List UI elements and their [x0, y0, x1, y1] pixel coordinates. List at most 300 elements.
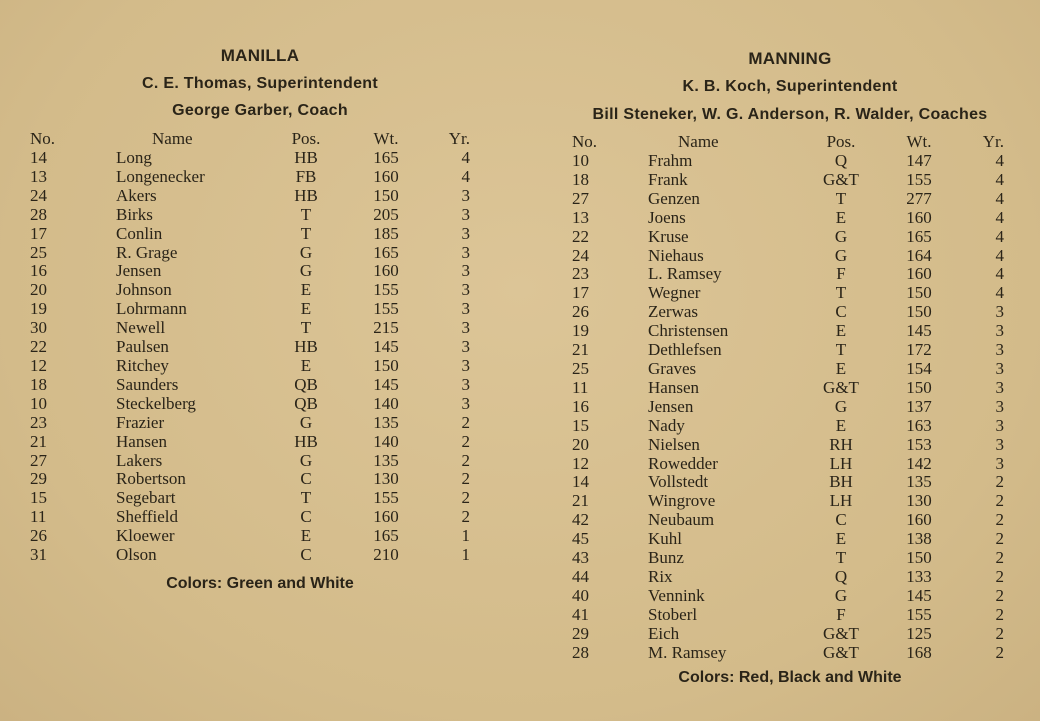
cell-no: 29	[572, 623, 589, 643]
cell-no: 21	[572, 340, 589, 360]
cell-no: 19	[30, 299, 47, 319]
cell-no: 43	[572, 548, 589, 568]
table-row	[572, 511, 1004, 530]
cell-yr: 3	[995, 377, 1004, 397]
table-row	[572, 322, 1004, 341]
cell-no: 28	[572, 642, 589, 662]
cell-name: Vennink	[648, 585, 705, 605]
cell-wt: 153	[906, 434, 932, 454]
cell-name: Wegner	[648, 283, 701, 303]
cell-no: 27	[572, 188, 589, 208]
cell-name: Segebart	[116, 488, 176, 508]
cell-pos: C	[835, 510, 847, 530]
cell-yr: 4	[995, 151, 1004, 170]
table-row	[30, 452, 470, 471]
cell-pos: E	[300, 280, 312, 300]
cell-yr: 3	[461, 337, 470, 357]
cell-wt: 135	[906, 472, 932, 492]
cell-wt: 155	[373, 488, 399, 508]
cell-pos: Q	[834, 566, 848, 586]
cell-no: 13	[572, 207, 589, 227]
cell-name: Johnson	[116, 280, 172, 300]
cell-no: 26	[30, 526, 47, 546]
table-row	[572, 265, 1004, 284]
cell-name: Hansen	[648, 377, 699, 397]
cell-yr: 3	[461, 393, 470, 413]
cell-wt: 130	[373, 469, 399, 489]
table-row	[30, 527, 470, 546]
cell-yr: 4	[995, 207, 1004, 227]
cell-yr: 3	[995, 396, 1004, 416]
cell-name: Jensen	[648, 396, 694, 416]
cell-name: Ritchey	[116, 355, 169, 375]
cell-name: Eich	[648, 623, 680, 643]
table-row	[572, 171, 1004, 190]
cell-wt: 155	[373, 280, 399, 300]
cell-name: Neubaum	[648, 510, 715, 530]
table-row	[30, 319, 470, 338]
cell-pos: C	[300, 469, 312, 489]
cell-wt: 215	[373, 318, 399, 338]
cell-pos: G&T	[823, 377, 859, 397]
table-row	[30, 433, 470, 452]
cell-name: Paulsen	[116, 337, 169, 357]
cell-yr: 3	[461, 223, 470, 243]
cell-no: 20	[30, 280, 47, 300]
table-row	[572, 417, 1004, 436]
cell-pos: BH	[829, 472, 853, 492]
cell-name: Nielsen	[648, 434, 700, 454]
cell-wt: 154	[906, 358, 932, 378]
table-row	[572, 209, 1004, 228]
cell-pos: LH	[829, 453, 853, 473]
cell-yr: 2	[461, 412, 470, 432]
superintendent: C. E. Thomas, Superintendent	[142, 75, 378, 92]
cell-yr: 4	[995, 188, 1004, 208]
cell-pos: G	[299, 450, 313, 470]
cell-pos: C	[300, 545, 312, 565]
cell-yr: 2	[995, 491, 1004, 511]
col-pos: Pos.	[826, 132, 856, 151]
cell-wt: 172	[906, 340, 932, 360]
cell-wt: 145	[906, 585, 932, 605]
cell-yr: 3	[995, 415, 1004, 435]
cell-pos: QB	[294, 393, 318, 413]
cell-pos: E	[835, 358, 847, 378]
cell-wt: 138	[906, 529, 932, 549]
cell-name: Newell	[116, 318, 166, 338]
cell-wt: 140	[373, 393, 399, 413]
table-row	[30, 376, 470, 395]
cell-name: Kruse	[648, 226, 689, 246]
cell-wt: 165	[373, 526, 399, 546]
cell-name: R. Grage	[116, 242, 178, 262]
team-name: MANNING	[748, 49, 832, 68]
cell-pos: E	[835, 415, 847, 435]
cell-name: Niehaus	[648, 245, 704, 265]
cell-no: 16	[30, 261, 47, 281]
cell-yr: 3	[995, 321, 1004, 341]
cell-wt: 130	[906, 491, 932, 511]
cell-wt: 155	[906, 169, 932, 189]
cell-wt: 205	[373, 204, 399, 224]
cell-pos: C	[300, 507, 312, 527]
col-yr: Yr.	[448, 129, 470, 148]
coach: George Garber, Coach	[172, 102, 348, 119]
cell-wt: 137	[906, 396, 932, 416]
cell-yr: 2	[461, 450, 470, 470]
team-name: MANILLA	[220, 46, 300, 65]
cell-no: 15	[30, 488, 47, 508]
cell-yr: 3	[461, 299, 470, 319]
table-row	[30, 338, 470, 357]
cell-no: 26	[572, 302, 589, 322]
table-row	[30, 262, 470, 281]
cell-name: Steckelberg	[116, 393, 196, 413]
col-name: Name	[678, 132, 719, 151]
cell-yr: 4	[995, 264, 1004, 284]
cell-no: 25	[30, 242, 47, 262]
cell-wt: 150	[906, 377, 932, 397]
cell-wt: 150	[373, 185, 399, 205]
cell-name: Long	[116, 148, 152, 167]
col-no: No.	[30, 129, 56, 148]
cell-yr: 2	[995, 585, 1004, 605]
table-row	[572, 492, 1004, 511]
cell-name: Vollstedt	[648, 472, 709, 492]
cell-no: 21	[30, 431, 47, 451]
cell-pos: T	[300, 318, 312, 338]
superintendent: K. B. Koch, Superintendent	[682, 78, 898, 95]
cell-no: 22	[30, 337, 47, 357]
table-row	[572, 606, 1004, 625]
cell-wt: 165	[373, 242, 399, 262]
cell-name: Bunz	[648, 548, 684, 568]
cell-no: 45	[572, 529, 589, 549]
cell-wt: 210	[373, 545, 399, 565]
table-row	[30, 357, 470, 376]
cell-pos: T	[835, 548, 847, 568]
cell-name: Zerwas	[648, 302, 699, 322]
cell-wt: 142	[906, 453, 932, 473]
cell-yr: 3	[461, 280, 470, 300]
cell-wt: 165	[373, 148, 399, 167]
cell-yr: 3	[995, 340, 1004, 360]
table-row	[30, 187, 470, 206]
table-row	[572, 436, 1004, 455]
cell-name: M. Ramsey	[648, 642, 727, 662]
cell-yr: 4	[461, 166, 470, 186]
cell-wt: 135	[373, 450, 399, 470]
table-row	[572, 284, 1004, 303]
cell-wt: 145	[906, 321, 932, 341]
cell-name: Kloewer	[116, 526, 175, 546]
cell-no: 25	[572, 358, 589, 378]
cell-pos: QB	[294, 374, 318, 394]
cell-no: 10	[30, 393, 47, 413]
table-row	[572, 152, 1004, 171]
col-pos: Pos.	[291, 129, 321, 148]
cell-name: Hansen	[116, 431, 167, 451]
table-row	[30, 149, 470, 168]
cell-name: Akers	[116, 185, 157, 205]
cell-yr: 3	[461, 204, 470, 224]
cell-wt: 164	[906, 245, 932, 265]
coach: Bill Steneker, W. G. Anderson, R. Walder, Coaches	[592, 106, 988, 123]
cell-pos: E	[835, 321, 847, 341]
cell-name: Jensen	[116, 261, 162, 281]
cell-yr: 4	[995, 245, 1004, 265]
table-row	[30, 225, 470, 244]
cell-name: Frazier	[116, 412, 165, 432]
cell-yr: 3	[461, 261, 470, 281]
table-row	[572, 379, 1004, 398]
cell-pos: T	[835, 188, 847, 208]
cell-pos: F	[836, 604, 846, 624]
cell-yr: 2	[995, 566, 1004, 586]
cell-yr: 3	[995, 302, 1004, 322]
table-row	[572, 587, 1004, 606]
table-row	[572, 190, 1004, 209]
cell-pos: Q	[834, 151, 848, 170]
cell-no: 10	[572, 151, 589, 170]
cell-yr: 2	[995, 510, 1004, 530]
cell-pos: E	[835, 529, 847, 549]
cell-pos: G	[834, 226, 848, 246]
cell-yr: 3	[461, 185, 470, 205]
cell-wt: 160	[906, 264, 932, 284]
table-row	[572, 228, 1004, 247]
cell-yr: 2	[995, 604, 1004, 624]
col-no: No.	[572, 132, 598, 151]
cell-no: 23	[30, 412, 47, 432]
cell-name: L. Ramsey	[648, 264, 722, 284]
cell-wt: 155	[906, 604, 932, 624]
team-colors: Colors: Red, Black and White	[678, 669, 902, 686]
cell-name: Graves	[648, 358, 697, 378]
cell-wt: 150	[906, 548, 932, 568]
col-wt: Wt.	[373, 129, 399, 148]
cell-wt: 168	[906, 642, 932, 662]
cell-yr: 4	[461, 148, 470, 167]
cell-no: 12	[572, 453, 589, 473]
roster-table	[572, 132, 1004, 662]
cell-no: 24	[572, 245, 589, 265]
table-row	[572, 568, 1004, 587]
cell-yr: 2	[461, 431, 470, 451]
cell-name: Genzen	[648, 188, 700, 208]
cell-pos: G	[834, 585, 848, 605]
cell-wt: 165	[906, 226, 932, 246]
cell-name: Stoberl	[648, 604, 698, 624]
cell-name: Sheffield	[116, 507, 179, 527]
cell-yr: 2	[995, 529, 1004, 549]
cell-no: 27	[30, 450, 47, 470]
cell-wt: 150	[906, 302, 932, 322]
table-row	[30, 244, 470, 263]
cell-pos: HB	[294, 148, 318, 167]
cell-pos: T	[300, 223, 312, 243]
cell-yr: 1	[461, 545, 470, 565]
header-row	[572, 132, 1004, 152]
cell-pos: T	[835, 283, 847, 303]
cell-yr: 3	[461, 242, 470, 262]
table-row	[572, 549, 1004, 568]
col-name: Name	[152, 129, 193, 148]
cell-no: 21	[572, 491, 589, 511]
cell-pos: E	[300, 526, 312, 546]
cell-name: Kuhl	[648, 529, 682, 549]
cell-no: 24	[30, 185, 47, 205]
table-row	[30, 508, 470, 527]
table-row	[572, 455, 1004, 474]
header-row	[30, 129, 470, 149]
cell-name: Lohrmann	[116, 299, 187, 319]
cell-wt: 160	[373, 261, 399, 281]
cell-wt: 135	[373, 412, 399, 432]
cell-yr: 3	[995, 434, 1004, 454]
cell-name: Nady	[648, 415, 685, 435]
cell-no: 30	[30, 318, 47, 338]
cell-no: 31	[30, 545, 47, 565]
cell-pos: G&T	[823, 169, 859, 189]
cell-no: 18	[572, 169, 589, 189]
team-colors: Colors: Green and White	[166, 575, 354, 592]
cell-no: 11	[30, 507, 47, 527]
cell-wt: 150	[373, 355, 399, 375]
cell-no: 15	[572, 415, 589, 435]
cell-no: 19	[572, 321, 589, 341]
cell-pos: G	[834, 396, 848, 416]
table-row	[572, 303, 1004, 322]
cell-name: Birks	[116, 204, 153, 224]
cell-name: Dethlefsen	[648, 340, 722, 360]
cell-yr: 2	[995, 623, 1004, 643]
cell-yr: 2	[995, 472, 1004, 492]
cell-no: 13	[30, 166, 47, 186]
cell-wt: 185	[373, 223, 399, 243]
cell-name: Frank	[648, 169, 688, 189]
cell-pos: HB	[294, 185, 318, 205]
cell-yr: 1	[461, 526, 470, 546]
cell-no: 18	[30, 374, 47, 394]
cell-no: 12	[30, 355, 47, 375]
cell-yr: 3	[461, 355, 470, 375]
cell-pos: T	[300, 488, 312, 508]
table-row	[30, 414, 470, 433]
table-row	[572, 247, 1004, 266]
table-row	[572, 360, 1004, 379]
cell-yr: 4	[995, 169, 1004, 189]
cell-name: Frahm	[648, 151, 693, 170]
table-row	[572, 398, 1004, 417]
cell-yr: 3	[461, 318, 470, 338]
cell-name: Christensen	[648, 321, 729, 341]
table-row	[30, 395, 470, 414]
cell-wt: 277	[906, 188, 932, 208]
cell-pos: G&T	[823, 623, 859, 643]
cell-pos: LH	[829, 491, 853, 511]
cell-wt: 163	[906, 415, 932, 435]
cell-no: 42	[572, 510, 589, 530]
cell-pos: G&T	[823, 642, 859, 662]
table-row	[572, 530, 1004, 549]
col-yr: Yr.	[982, 132, 1004, 151]
cell-pos: E	[300, 299, 312, 319]
table-row	[572, 341, 1004, 360]
col-wt: Wt.	[906, 132, 932, 151]
cell-pos: HB	[294, 337, 318, 357]
cell-pos: F	[836, 264, 846, 284]
cell-yr: 2	[995, 548, 1004, 568]
cell-name: Robertson	[116, 469, 186, 489]
cell-no: 17	[30, 223, 47, 243]
cell-no: 20	[572, 434, 589, 454]
cell-no: 17	[572, 283, 589, 303]
cell-wt: 145	[373, 337, 399, 357]
cell-pos: G	[834, 245, 848, 265]
cell-no: 11	[572, 377, 589, 397]
table-row	[30, 206, 470, 225]
roster-table	[30, 129, 470, 565]
cell-wt: 125	[906, 623, 932, 643]
cell-wt: 147	[906, 151, 932, 170]
table-row	[30, 281, 470, 300]
cell-no: 14	[30, 148, 47, 167]
cell-pos: T	[835, 340, 847, 360]
cell-wt: 155	[373, 299, 399, 319]
cell-yr: 4	[995, 226, 1004, 246]
cell-name: Conlin	[116, 223, 163, 243]
table-row	[572, 644, 1004, 663]
cell-pos: C	[835, 302, 847, 322]
cell-yr: 2	[461, 469, 470, 489]
cell-name: Saunders	[116, 374, 179, 394]
cell-yr: 3	[461, 374, 470, 394]
cell-name: Joens	[648, 207, 686, 227]
cell-name: Lakers	[116, 450, 163, 470]
cell-name: Rix	[648, 566, 673, 586]
cell-pos: E	[300, 355, 312, 375]
cell-no: 29	[30, 469, 47, 489]
cell-pos: HB	[294, 431, 318, 451]
cell-pos: T	[300, 204, 312, 224]
cell-pos: G	[299, 412, 313, 432]
cell-pos: E	[835, 207, 847, 227]
cell-yr: 3	[995, 453, 1004, 473]
table-row	[30, 470, 470, 489]
cell-wt: 160	[906, 207, 932, 227]
cell-yr: 4	[995, 283, 1004, 303]
cell-no: 22	[572, 226, 589, 246]
cell-wt: 160	[906, 510, 932, 530]
cell-wt: 145	[373, 374, 399, 394]
table-row	[30, 489, 470, 508]
cell-pos: G	[299, 261, 313, 281]
cell-no: 41	[572, 604, 589, 624]
cell-no: 14	[572, 472, 589, 492]
table-row	[30, 300, 470, 319]
cell-wt: 160	[373, 166, 399, 186]
cell-no: 16	[572, 396, 589, 416]
cell-yr: 2	[461, 488, 470, 508]
table-row	[572, 625, 1004, 644]
cell-yr: 2	[461, 507, 470, 527]
cell-no: 28	[30, 204, 47, 224]
cell-no: 23	[572, 264, 589, 284]
cell-yr: 2	[995, 642, 1004, 662]
cell-wt: 160	[373, 507, 399, 527]
